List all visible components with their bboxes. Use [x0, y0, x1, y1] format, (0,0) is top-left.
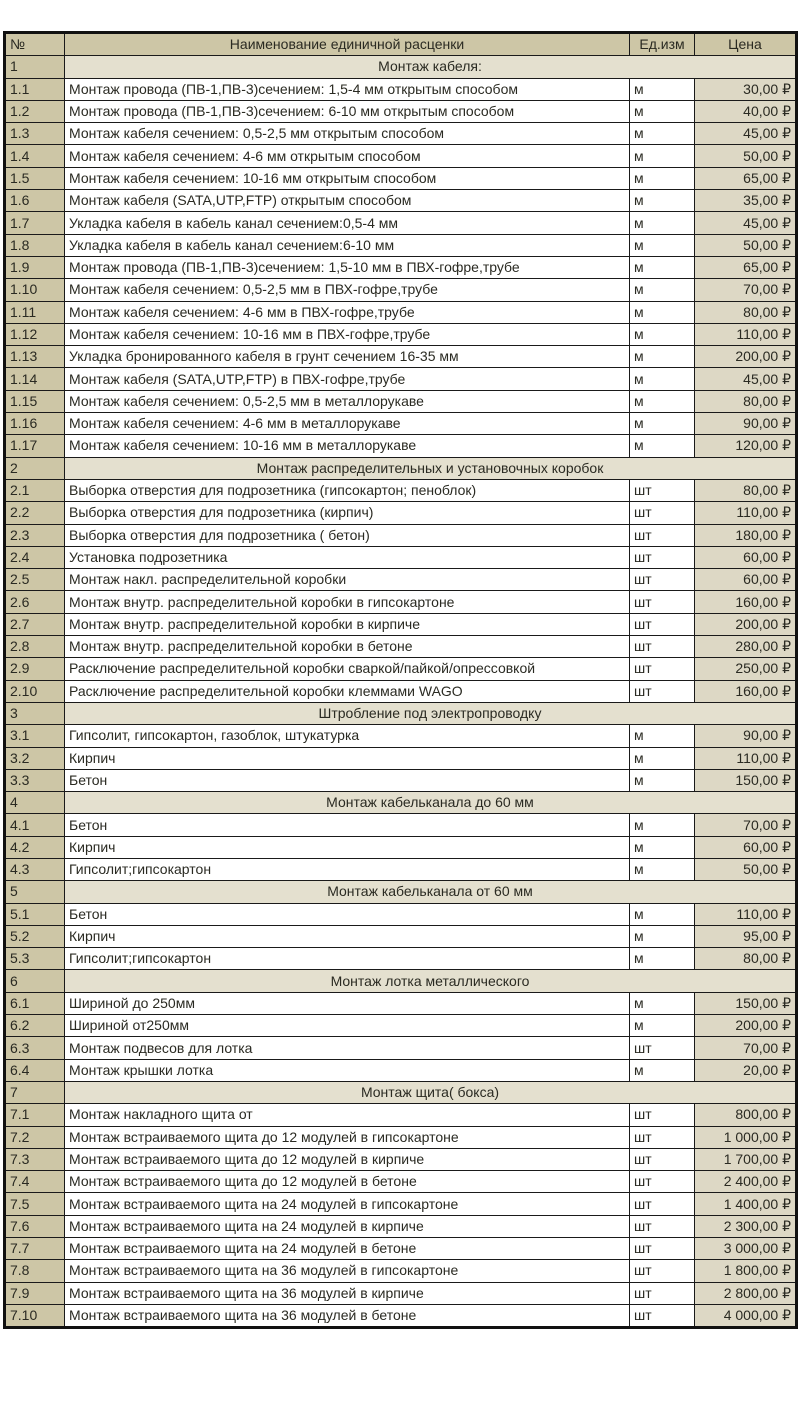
item-price: 50,00 ₽: [695, 145, 797, 167]
item-price: 90,00 ₽: [695, 725, 797, 747]
item-num: 2.3: [5, 524, 65, 546]
item-price: 110,00 ₽: [695, 323, 797, 345]
section-num: 2: [5, 457, 65, 479]
section-row: [5, 56, 797, 78]
item-price: 160,00 ₽: [695, 591, 797, 613]
item-name: Расключение распределительной коробки сваркой/пайкой/опрессовкой: [65, 658, 630, 680]
item-num: 2.10: [5, 680, 65, 702]
item-unit: м: [630, 145, 695, 167]
table-row: [5, 1126, 797, 1148]
item-num: 5.2: [5, 925, 65, 947]
item-price: 800,00 ₽: [695, 1104, 797, 1126]
item-num: 2.7: [5, 613, 65, 635]
item-unit: шт: [630, 1104, 695, 1126]
table-row: [5, 78, 797, 100]
item-num: 7.3: [5, 1148, 65, 1170]
item-num: 1.14: [5, 368, 65, 390]
table-row: [5, 858, 797, 880]
item-unit: шт: [630, 1304, 695, 1327]
item-num: 2.1: [5, 479, 65, 501]
item-name: Гипсолит;гипсокартон: [65, 948, 630, 970]
table-row: [5, 1104, 797, 1126]
item-name: Укладка бронированного кабеля в грунт сечением 16-35 мм: [65, 346, 630, 368]
item-unit: м: [630, 1059, 695, 1081]
item-unit: м: [630, 123, 695, 145]
item-unit: шт: [630, 569, 695, 591]
section-num: 3: [5, 702, 65, 724]
item-name: Монтаж встраиваемого щита на 36 модулей в бетоне: [65, 1304, 630, 1327]
item-name: Укладка кабеля в кабель канал сечением:6-10 мм: [65, 234, 630, 256]
item-num: 7.10: [5, 1304, 65, 1327]
item-name: Выборка отверстия для подрозетника (гипсокартон; пеноблок): [65, 479, 630, 501]
item-name: Шириной до 250мм: [65, 992, 630, 1014]
item-name: Монтаж встраиваемого щита на 24 модулей в бетоне: [65, 1238, 630, 1260]
table-row: [5, 435, 797, 457]
item-price: 70,00 ₽: [695, 1037, 797, 1059]
table-row: [5, 1260, 797, 1282]
section-num: 4: [5, 792, 65, 814]
item-unit: шт: [630, 1215, 695, 1237]
table-row: [5, 591, 797, 613]
item-price: 95,00 ₽: [695, 925, 797, 947]
item-price: 60,00 ₽: [695, 546, 797, 568]
table-row: [5, 1015, 797, 1037]
item-unit: шт: [630, 502, 695, 524]
item-num: 1.3: [5, 123, 65, 145]
table-row: [5, 1148, 797, 1170]
item-num: 7.2: [5, 1126, 65, 1148]
section-num: 7: [5, 1081, 65, 1103]
item-unit: м: [630, 814, 695, 836]
item-num: 1.13: [5, 346, 65, 368]
item-unit: шт: [630, 546, 695, 568]
item-unit: м: [630, 279, 695, 301]
section-row: [5, 702, 797, 724]
section-row: [5, 970, 797, 992]
item-unit: м: [630, 769, 695, 791]
item-num: 5.3: [5, 948, 65, 970]
item-num: 2.4: [5, 546, 65, 568]
section-title: Монтаж щита( бокса): [65, 1081, 797, 1103]
table-row: [5, 613, 797, 635]
item-num: 1.1: [5, 78, 65, 100]
table-row: [5, 413, 797, 435]
item-price: 280,00 ₽: [695, 636, 797, 658]
item-num: 1.15: [5, 390, 65, 412]
item-unit: м: [630, 925, 695, 947]
item-name: Кирпич: [65, 836, 630, 858]
item-num: 7.7: [5, 1238, 65, 1260]
item-price: 80,00 ₽: [695, 390, 797, 412]
item-name: Гипсолит;гипсокартон: [65, 858, 630, 880]
item-num: 4.2: [5, 836, 65, 858]
item-name: Монтаж встраиваемого щита на 36 модулей в гипсокартоне: [65, 1260, 630, 1282]
item-num: 3.1: [5, 725, 65, 747]
item-unit: м: [630, 212, 695, 234]
table-row: [5, 190, 797, 212]
item-unit: шт: [630, 1148, 695, 1170]
item-price: 30,00 ₽: [695, 78, 797, 100]
table-row: [5, 1238, 797, 1260]
header-num: №: [5, 33, 65, 56]
item-name: Монтаж внутр. распределительной коробки в кирпиче: [65, 613, 630, 635]
item-num: 1.4: [5, 145, 65, 167]
item-num: 1.8: [5, 234, 65, 256]
item-unit: шт: [630, 479, 695, 501]
item-name: Монтаж провода (ПВ-1,ПВ-3)сечением: 6-10 мм открытым способом: [65, 100, 630, 122]
item-unit: м: [630, 948, 695, 970]
item-price: 160,00 ₽: [695, 680, 797, 702]
item-unit: шт: [630, 1238, 695, 1260]
item-price: 120,00 ₽: [695, 435, 797, 457]
section-row: [5, 792, 797, 814]
item-unit: м: [630, 903, 695, 925]
item-unit: м: [630, 413, 695, 435]
item-unit: шт: [630, 524, 695, 546]
item-name: Монтаж встраиваемого щита до 12 модулей в гипсокартоне: [65, 1126, 630, 1148]
item-name: Расключение распределительной коробки клеммами WAGO: [65, 680, 630, 702]
item-unit: м: [630, 858, 695, 880]
item-name: Монтаж встраиваемого щита до 12 модулей в бетоне: [65, 1171, 630, 1193]
table-row: [5, 636, 797, 658]
section-num: 1: [5, 56, 65, 78]
item-num: 7.1: [5, 1104, 65, 1126]
item-price: 70,00 ₽: [695, 279, 797, 301]
item-name: Монтаж провода (ПВ-1,ПВ-3)сечением: 1,5-10 мм в ПВХ-гофре,трубе: [65, 256, 630, 278]
item-unit: шт: [630, 658, 695, 680]
table-row: [5, 1304, 797, 1327]
item-num: 6.2: [5, 1015, 65, 1037]
table-row: [5, 100, 797, 122]
item-unit: м: [630, 256, 695, 278]
item-price: 70,00 ₽: [695, 814, 797, 836]
item-unit: м: [630, 234, 695, 256]
section-title: Монтаж кабеля:: [65, 56, 797, 78]
item-price: 4 000,00 ₽: [695, 1304, 797, 1327]
table-row: [5, 1215, 797, 1237]
table-row: [5, 301, 797, 323]
item-unit: м: [630, 301, 695, 323]
item-name: Монтаж накладного щита от: [65, 1104, 630, 1126]
item-num: 7.4: [5, 1171, 65, 1193]
item-unit: шт: [630, 636, 695, 658]
item-price: 60,00 ₽: [695, 569, 797, 591]
table-row: [5, 145, 797, 167]
item-name: Монтаж кабеля сечением: 4-6 мм в ПВХ-гофре,трубе: [65, 301, 630, 323]
item-unit: шт: [630, 1260, 695, 1282]
item-name: Монтаж кабеля сечением: 10-16 мм в металлорукаве: [65, 435, 630, 457]
table-row: [5, 1037, 797, 1059]
item-num: 1.12: [5, 323, 65, 345]
item-num: 1.10: [5, 279, 65, 301]
item-name: Монтаж кабеля сечением: 4-6 мм открытым способом: [65, 145, 630, 167]
item-unit: м: [630, 747, 695, 769]
table-row: [5, 346, 797, 368]
section-title: Монтаж кабельканала до 60 мм: [65, 792, 797, 814]
item-num: 6.4: [5, 1059, 65, 1081]
table-row: [5, 836, 797, 858]
table-row: [5, 502, 797, 524]
item-name: Монтаж кабеля (SATA,UTP,FTP) в ПВХ-гофре,трубе: [65, 368, 630, 390]
item-unit: шт: [630, 1037, 695, 1059]
item-price: 80,00 ₽: [695, 301, 797, 323]
item-name: Монтаж встраиваемого щита на 24 модулей в кирпиче: [65, 1215, 630, 1237]
item-price: 45,00 ₽: [695, 368, 797, 390]
item-price: 250,00 ₽: [695, 658, 797, 680]
item-unit: м: [630, 368, 695, 390]
item-price: 200,00 ₽: [695, 613, 797, 635]
item-name: Монтаж накл. распределительной коробки: [65, 569, 630, 591]
item-name: Монтаж встраиваемого щита до 12 модулей в кирпиче: [65, 1148, 630, 1170]
item-unit: шт: [630, 591, 695, 613]
item-price: 150,00 ₽: [695, 769, 797, 791]
table-row: [5, 680, 797, 702]
section-title: Монтаж лотка металлического: [65, 970, 797, 992]
item-num: 6.1: [5, 992, 65, 1014]
table-row: [5, 546, 797, 568]
item-name: Кирпич: [65, 925, 630, 947]
item-price: 110,00 ₽: [695, 502, 797, 524]
header-name: Наименование единичной расценки: [65, 33, 630, 56]
item-price: 65,00 ₽: [695, 167, 797, 189]
item-price: 180,00 ₽: [695, 524, 797, 546]
item-price: 20,00 ₽: [695, 1059, 797, 1081]
item-num: 7.6: [5, 1215, 65, 1237]
item-name: Кирпич: [65, 747, 630, 769]
item-name: Бетон: [65, 814, 630, 836]
item-num: 1.6: [5, 190, 65, 212]
item-price: 110,00 ₽: [695, 903, 797, 925]
item-price: 2 400,00 ₽: [695, 1171, 797, 1193]
item-name: Укладка кабеля в кабель канал сечением:0,5-4 мм: [65, 212, 630, 234]
item-name: Гипсолит, гипсокартон, газоблок, штукатурка: [65, 725, 630, 747]
item-num: 2.8: [5, 636, 65, 658]
section-row: [5, 881, 797, 903]
table-row: [5, 212, 797, 234]
item-price: 60,00 ₽: [695, 836, 797, 858]
item-unit: м: [630, 323, 695, 345]
table-row: [5, 256, 797, 278]
table-row: [5, 390, 797, 412]
item-num: 2.9: [5, 658, 65, 680]
table-header-row: [5, 33, 797, 56]
table-row: [5, 925, 797, 947]
item-name: Монтаж внутр. распределительной коробки в бетоне: [65, 636, 630, 658]
item-price: 80,00 ₽: [695, 948, 797, 970]
item-num: 4.1: [5, 814, 65, 836]
item-name: Выборка отверстия для подрозетника (кирпич): [65, 502, 630, 524]
item-num: 1.9: [5, 256, 65, 278]
item-name: Бетон: [65, 769, 630, 791]
item-name: Монтаж встраиваемого щита на 36 модулей в кирпиче: [65, 1282, 630, 1304]
item-name: Установка подрозетника: [65, 546, 630, 568]
item-num: 2.5: [5, 569, 65, 591]
section-num: 6: [5, 970, 65, 992]
table-row: [5, 747, 797, 769]
item-num: 1.17: [5, 435, 65, 457]
table-row: [5, 769, 797, 791]
item-unit: м: [630, 836, 695, 858]
table-row: [5, 948, 797, 970]
table-row: [5, 167, 797, 189]
item-price: 80,00 ₽: [695, 479, 797, 501]
item-unit: шт: [630, 1171, 695, 1193]
item-unit: м: [630, 167, 695, 189]
item-name: Монтаж крышки лотка: [65, 1059, 630, 1081]
table-row: [5, 903, 797, 925]
item-price: 40,00 ₽: [695, 100, 797, 122]
item-num: 1.2: [5, 100, 65, 122]
item-price: 50,00 ₽: [695, 234, 797, 256]
item-num: 7.5: [5, 1193, 65, 1215]
item-price: 50,00 ₽: [695, 858, 797, 880]
section-row: [5, 1081, 797, 1103]
item-num: 1.16: [5, 413, 65, 435]
item-price: 35,00 ₽: [695, 190, 797, 212]
table-row: [5, 323, 797, 345]
item-num: 7.9: [5, 1282, 65, 1304]
item-unit: м: [630, 725, 695, 747]
item-unit: м: [630, 78, 695, 100]
item-unit: шт: [630, 1126, 695, 1148]
item-name: Монтаж кабеля (SATA,UTP,FTP) открытым способом: [65, 190, 630, 212]
item-price: 200,00 ₽: [695, 346, 797, 368]
table-row: [5, 814, 797, 836]
item-unit: м: [630, 346, 695, 368]
item-price: 1 400,00 ₽: [695, 1193, 797, 1215]
header-price: Цена: [695, 33, 797, 56]
table-row: [5, 368, 797, 390]
item-num: 2.6: [5, 591, 65, 613]
table-row: [5, 992, 797, 1014]
table-row: [5, 479, 797, 501]
item-price: 110,00 ₽: [695, 747, 797, 769]
item-name: Выборка отверстия для подрозетника ( бетон): [65, 524, 630, 546]
item-price: 150,00 ₽: [695, 992, 797, 1014]
item-num: 6.3: [5, 1037, 65, 1059]
item-name: Бетон: [65, 903, 630, 925]
item-unit: м: [630, 435, 695, 457]
item-price: 1 700,00 ₽: [695, 1148, 797, 1170]
section-row: [5, 457, 797, 479]
item-num: 5.1: [5, 903, 65, 925]
item-price: 45,00 ₽: [695, 212, 797, 234]
item-price: 200,00 ₽: [695, 1015, 797, 1037]
item-name: Монтаж кабеля сечением: 0,5-2,5 мм в ПВХ-гофре,трубе: [65, 279, 630, 301]
item-unit: шт: [630, 613, 695, 635]
item-num: 3.3: [5, 769, 65, 791]
item-num: 2.2: [5, 502, 65, 524]
table-row: [5, 569, 797, 591]
price-list-table: [3, 31, 798, 1329]
item-num: 3.2: [5, 747, 65, 769]
item-num: 1.5: [5, 167, 65, 189]
section-title: Монтаж кабельканала от 60 мм: [65, 881, 797, 903]
item-price: 2 800,00 ₽: [695, 1282, 797, 1304]
table-row: [5, 1193, 797, 1215]
item-unit: шт: [630, 680, 695, 702]
item-name: Монтаж кабеля сечением: 10-16 мм в ПВХ-гофре,трубе: [65, 323, 630, 345]
item-unit: м: [630, 1015, 695, 1037]
item-name: Монтаж провода (ПВ-1,ПВ-3)сечением: 1,5-4 мм открытым способом: [65, 78, 630, 100]
item-num: 1.7: [5, 212, 65, 234]
item-name: Монтаж кабеля сечением: 0,5-2,5 мм в металлорукаве: [65, 390, 630, 412]
table-row: [5, 234, 797, 256]
item-price: 3 000,00 ₽: [695, 1238, 797, 1260]
item-name: Монтаж встраиваемого щита на 24 модулей в гипсокартоне: [65, 1193, 630, 1215]
item-price: 45,00 ₽: [695, 123, 797, 145]
item-unit: м: [630, 992, 695, 1014]
item-name: Монтаж кабеля сечением: 0,5-2,5 мм открытым способом: [65, 123, 630, 145]
section-num: 5: [5, 881, 65, 903]
item-unit: м: [630, 390, 695, 412]
table-row: [5, 123, 797, 145]
table-row: [5, 279, 797, 301]
item-unit: шт: [630, 1282, 695, 1304]
item-unit: м: [630, 100, 695, 122]
table-row: [5, 1171, 797, 1193]
item-name: Монтаж внутр. распределительной коробки в гипсокартоне: [65, 591, 630, 613]
table-row: [5, 1282, 797, 1304]
item-num: 7.8: [5, 1260, 65, 1282]
table-row: [5, 658, 797, 680]
item-price: 2 300,00 ₽: [695, 1215, 797, 1237]
item-num: 4.3: [5, 858, 65, 880]
table-row: [5, 725, 797, 747]
item-price: 1 800,00 ₽: [695, 1260, 797, 1282]
item-price: 1 000,00 ₽: [695, 1126, 797, 1148]
header-unit: Ед.изм: [630, 33, 695, 56]
section-title: Монтаж распределительных и установочных коробок: [65, 457, 797, 479]
item-name: Монтаж кабеля сечением: 10-16 мм открытым способом: [65, 167, 630, 189]
item-price: 90,00 ₽: [695, 413, 797, 435]
item-num: 1.11: [5, 301, 65, 323]
item-unit: шт: [630, 1193, 695, 1215]
item-name: Монтаж подвесов для лотка: [65, 1037, 630, 1059]
item-price: 65,00 ₽: [695, 256, 797, 278]
item-name: Шириной от250мм: [65, 1015, 630, 1037]
section-title: Штробление под электропроводку: [65, 702, 797, 724]
item-unit: м: [630, 190, 695, 212]
table-row: [5, 1059, 797, 1081]
item-name: Монтаж кабеля сечением: 4-6 мм в металлорукаве: [65, 413, 630, 435]
table-row: [5, 524, 797, 546]
